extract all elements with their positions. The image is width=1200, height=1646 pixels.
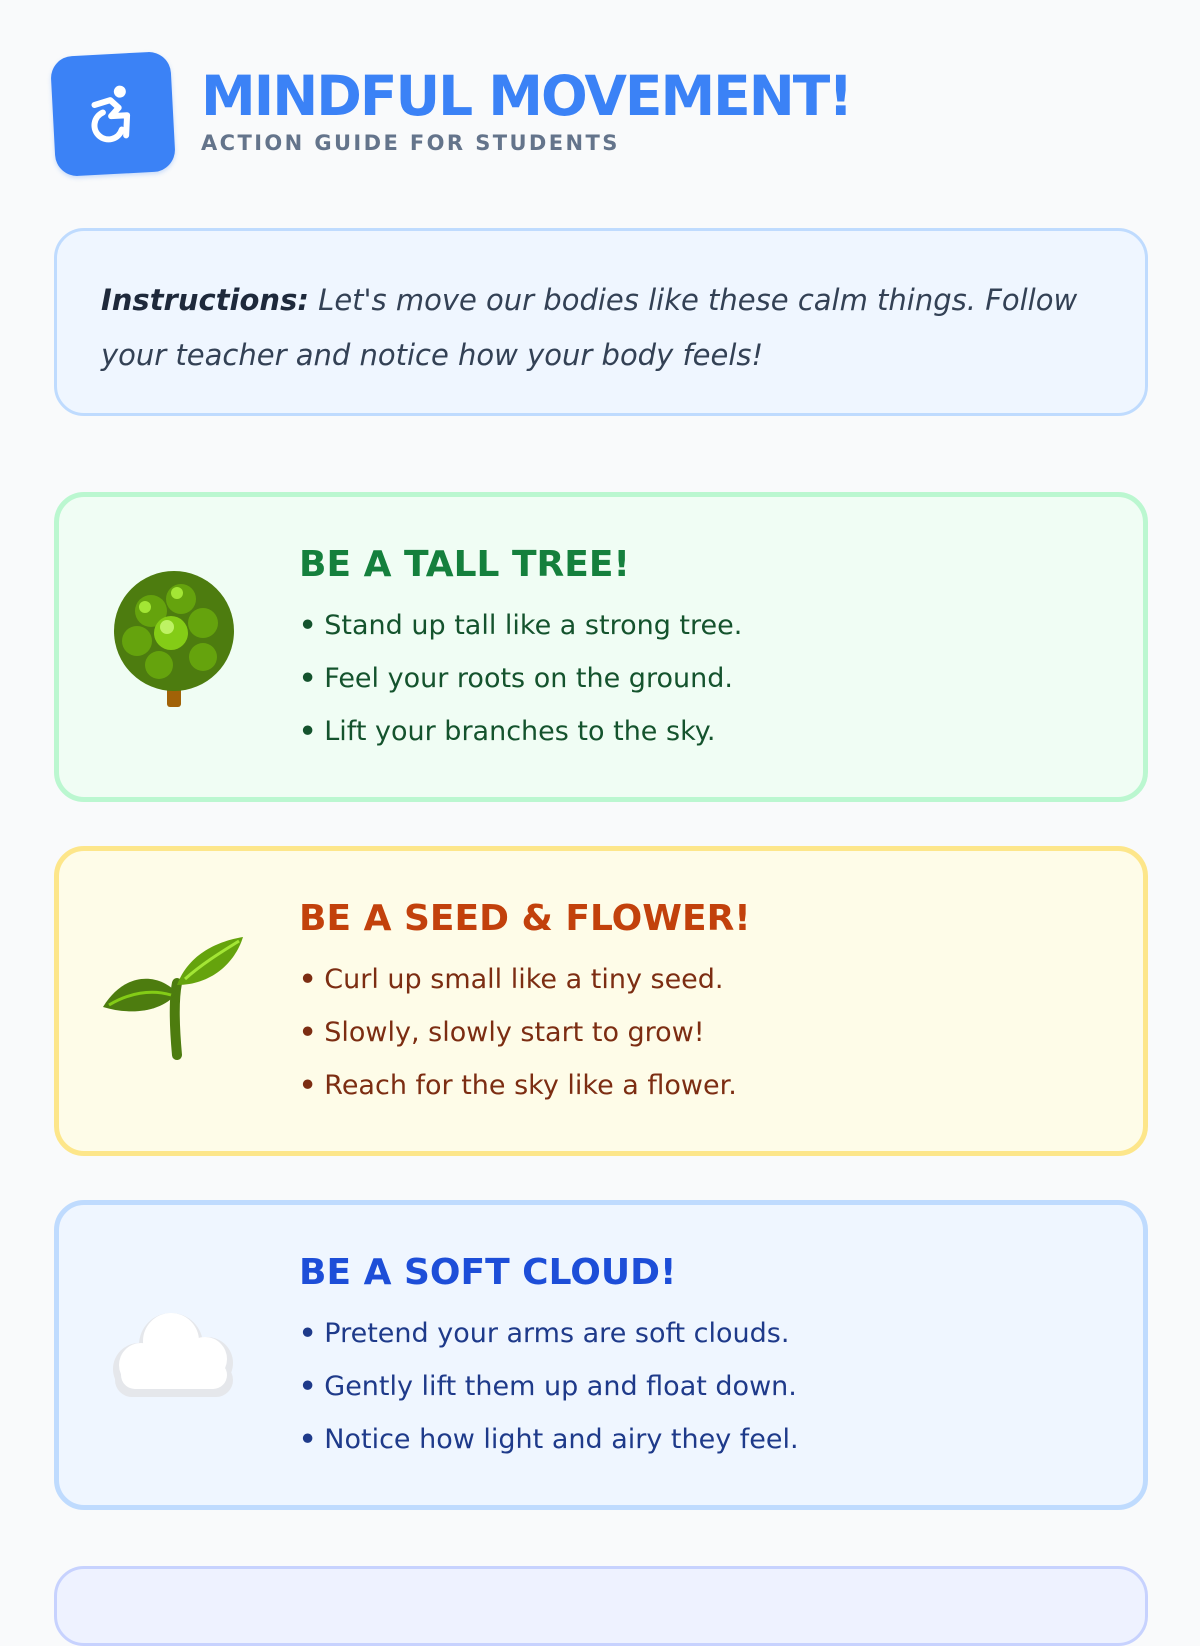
list-item — [299, 1307, 799, 1360]
movement-card-cloud — [54, 1200, 1148, 1510]
list-item-text: Reach for the sky like a flower. — [324, 1070, 737, 1101]
bullet-icon: • — [299, 1318, 317, 1349]
movement-card-seed — [54, 846, 1148, 1156]
instructions-text: Let's move our bodies like these calm things. Follow your teacher and notice how your body feels! — [101, 283, 1078, 372]
logo-badge — [50, 51, 176, 177]
bullet-icon: • — [299, 716, 317, 747]
movement-card-next — [54, 1566, 1148, 1646]
list-item — [299, 705, 742, 758]
movement-card-tree — [54, 492, 1148, 802]
accessibility-icon — [79, 80, 146, 147]
bullet-icon: • — [299, 1017, 317, 1048]
list-item-text: Gently lift them up and float down. — [324, 1371, 797, 1402]
card-title: BE A TALL TREE! — [299, 544, 630, 585]
card-list — [299, 1307, 799, 1466]
card-title: BE A SOFT CLOUD! — [299, 1252, 677, 1293]
card-list — [299, 599, 742, 758]
page-header — [53, 52, 851, 176]
card-body — [299, 1251, 799, 1466]
tree-icon — [99, 569, 249, 719]
card-body — [299, 897, 751, 1112]
list-item-text: Pretend your arms are soft clouds. — [324, 1318, 790, 1349]
instructions-label: Instructions: — [101, 283, 309, 317]
list-item-text: Feel your roots on the ground. — [324, 663, 733, 694]
instructions-box — [54, 228, 1148, 416]
page-title: MINDFUL MOVEMENT! — [201, 64, 852, 128]
bullet-icon: • — [299, 964, 317, 995]
list-item-text: Curl up small like a tiny seed. — [324, 964, 724, 995]
card-body — [299, 543, 742, 758]
list-item-text: Slowly, slowly start to grow! — [324, 1017, 705, 1048]
list-item-text: Stand up tall like a strong tree. — [324, 610, 743, 641]
list-item-text: Notice how light and airy they feel. — [324, 1424, 799, 1455]
list-item — [299, 1360, 799, 1413]
seedling-icon — [99, 923, 249, 1073]
page-subtitle: ACTION GUIDE FOR STUDENTS — [201, 131, 620, 155]
card-list — [299, 953, 751, 1112]
bullet-icon: • — [299, 663, 317, 694]
list-item — [299, 953, 751, 1006]
cloud-icon — [99, 1277, 249, 1427]
list-item-text: Lift your branches to the sky. — [324, 716, 716, 747]
list-item — [299, 599, 742, 652]
bullet-icon: • — [299, 610, 317, 641]
bullet-icon: • — [299, 1424, 317, 1455]
list-item — [299, 1413, 799, 1466]
card-title: BE A SEED & FLOWER! — [299, 898, 751, 939]
list-item — [299, 1006, 751, 1059]
bullet-icon: • — [299, 1070, 317, 1101]
title-block — [201, 65, 851, 155]
list-item — [299, 1059, 751, 1112]
list-item — [299, 652, 742, 705]
bullet-icon: • — [299, 1371, 317, 1402]
